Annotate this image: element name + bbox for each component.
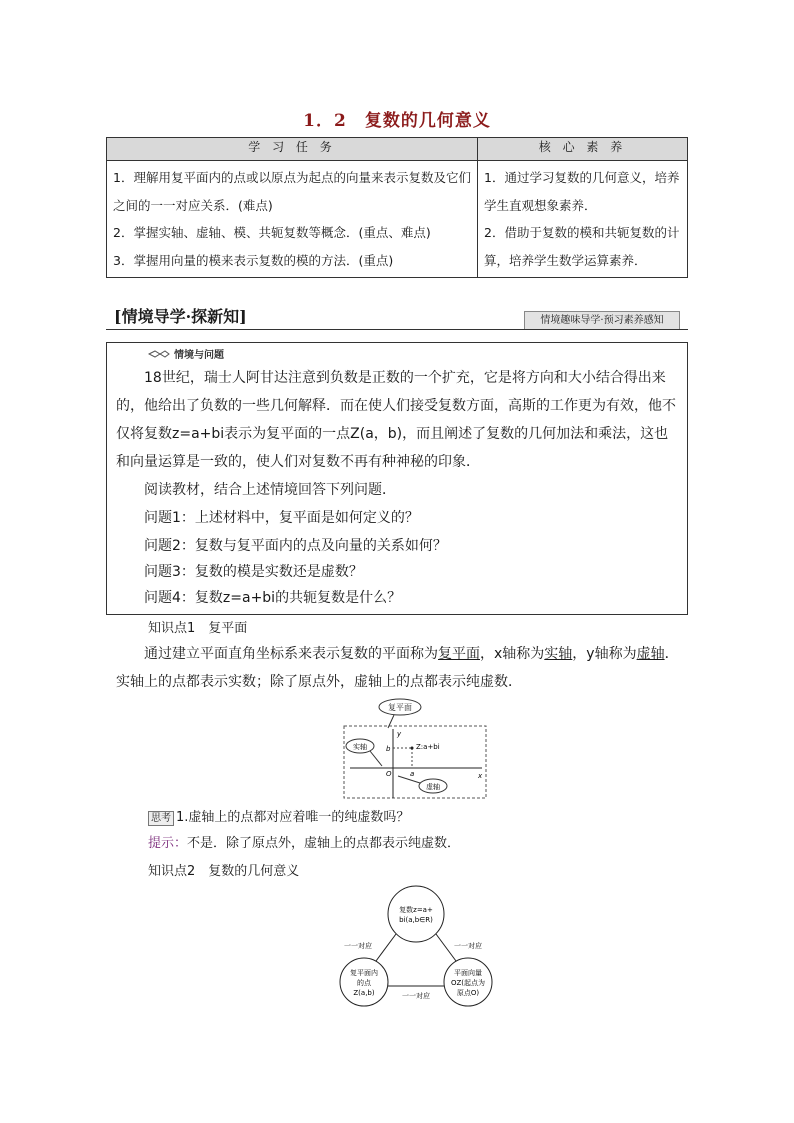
arrow-right-label: 一一对应 — [454, 942, 482, 950]
node-text: Z(a,b) — [353, 989, 375, 997]
origin-label: O — [386, 770, 392, 778]
literacy-list — [478, 161, 688, 278]
node-text: 平面向量 — [454, 969, 482, 977]
node-text: 复数z=a+ — [399, 906, 433, 914]
plane-frame — [344, 726, 486, 798]
list-item: 2．借助于复数的模和共轭复数的计算，培养学生数学运算素养． — [484, 225, 680, 268]
list-item: 2．掌握实轴、虚轴、模、共轭复数等概念．(重点、难点) — [113, 225, 431, 240]
situation-paragraph: 18世纪，瑞士人阿甘达注意到负数是正数的一个扩充，它是将方向和大小结合得出来的，他给出了负数的一些几何解释．而在使人们接受复数方面，高斯的工作更为有效，他不仅将复数z=a+bi表示为复平面的一点Z(a，b)，而且阐述了复数的几何加法和乘法，这也和向量运算是一致的，使人们对复数不再有种神秘的印象． — [116, 370, 676, 470]
situation-label — [148, 346, 224, 361]
arrow-right — [436, 934, 456, 961]
question-2: 问题2：复数与复平面内的点及向量的关系如何？ — [144, 538, 447, 554]
situation-instruction: 阅读教材，结合上述情境回答下列问题． — [144, 482, 396, 498]
complex-number-node — [388, 886, 444, 942]
question-3: 问题3：复数的模是实数还是虚数？ — [144, 564, 363, 580]
b-label: b — [386, 745, 391, 753]
think-hint: 提示：不是．除了原点外，虚轴上的点都表示纯虚数． — [148, 836, 461, 851]
arrow-bottom-label: 一一对应 — [402, 992, 430, 1000]
knowledge-point-2-heading: 知识点2 复数的几何意义 — [148, 864, 300, 879]
plane-label: 复平面 — [388, 703, 412, 712]
knowledge-point-1-heading: 知识点1 复平面 — [148, 621, 248, 636]
correspondence-diagram — [336, 882, 496, 1012]
think-question: 思考 1.虚轴上的点都对应着唯一的纯虚数吗？ — [148, 806, 409, 826]
handshake-icon — [148, 349, 170, 359]
list-item: 1．通过学习复数的几何意义，培养学生直观想象素养． — [484, 170, 680, 213]
think-tag: 思考 — [148, 811, 174, 826]
real-axis-label: 实轴 — [353, 743, 367, 751]
list-item: 3．掌握用向量的模来表示复数的模的方法．(重点) — [113, 252, 394, 268]
list-item: 1．理解用复平面内的点或以原点为起点的向量来表示复数及它们之间的一一对应关系．(难点) — [113, 170, 471, 213]
question-4: 问题4：复数z=a+bi的共轭复数是什么？ — [144, 590, 402, 606]
section-tag: 情境趣味导学·预习素养感知 — [524, 311, 680, 330]
node-text: 复平面内 — [350, 969, 378, 977]
section-divider — [106, 329, 688, 330]
point-z — [411, 747, 414, 750]
node-text: 的点 — [357, 979, 371, 987]
page-title: 1．2 复数的几何意义 — [303, 111, 491, 131]
table-header: 核 心 素 养 — [478, 138, 688, 161]
question-1: 问题1：上述材料中，复平面是如何定义的？ — [144, 510, 419, 526]
imag-axis-label: 虚轴 — [426, 783, 440, 791]
situation-label-text: 情境与问题 — [174, 350, 224, 361]
hint-label: 提示： — [148, 836, 188, 851]
node-text: bi(a,b∈R) — [399, 916, 433, 924]
complex-plane-diagram — [340, 698, 490, 802]
y-label: y — [397, 730, 402, 738]
point-z-label: Z:a+bi — [416, 743, 440, 751]
node-text: 原点O) — [456, 989, 480, 997]
learning-tasks-table — [106, 137, 688, 278]
table-header: 学 习 任 务 — [107, 138, 478, 161]
node-text: OZ(起点为 — [450, 979, 486, 987]
x-label: x — [478, 772, 483, 780]
task-list — [107, 161, 478, 278]
knowledge-point-1-text: 通过建立平面直角坐标系来表示复数的平面称为复平面，x轴称为实轴，y轴称为虚轴．实轴上的点都表示实数；除了原点外，虚轴上的点都表示纯虚数． — [116, 646, 679, 690]
section-heading: [情境导学·探新知] — [114, 307, 247, 326]
arrow-left — [376, 934, 396, 961]
arrow-left-label: 一一对应 — [344, 942, 372, 950]
a-label: a — [410, 770, 415, 778]
